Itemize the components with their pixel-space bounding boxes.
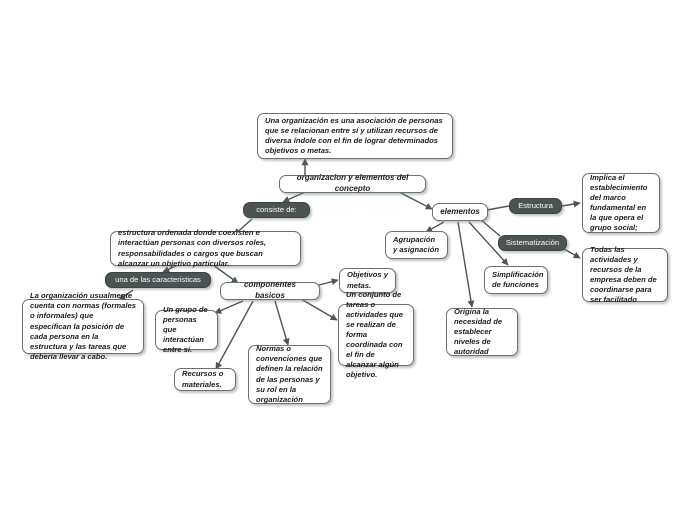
node-una-de-las-caracteristicas[interactable]	[105, 272, 211, 288]
node-conjunto-tareas[interactable]	[338, 289, 414, 380]
edge-sistematizacion-todas	[564, 249, 580, 258]
node-estructura[interactable]	[509, 198, 562, 214]
node-estructura-label: Estructura	[518, 201, 553, 211]
node-estructura-ordenada-label: estructura ordenada donde coexisten e interactúan personas con diversos roles, responsabilidades o cargos que buscan alcanzar un objetivo particular.	[118, 228, 267, 268]
edge-elementos-sistematizacion	[480, 219, 500, 236]
node-la-organizacion-normas-label: La organización usualmente cuenta con normas (formales o informales) que especifican la posición de cada persona en la estructura y las tareas que debería llevar a cabo.	[30, 291, 136, 361]
node-simplificacion-funciones-label: Simplificación de funciones	[492, 269, 544, 289]
node-grupo-personas[interactable]	[155, 304, 218, 355]
node-elementos[interactable]	[432, 203, 488, 221]
node-todas-actividades[interactable]	[582, 244, 668, 305]
node-consiste-de[interactable]	[243, 202, 310, 218]
node-recursos-materiales[interactable]	[174, 368, 236, 391]
node-root[interactable]	[279, 175, 426, 193]
node-implica-marco[interactable]	[582, 173, 660, 233]
edge-componentes-grupopersonas	[215, 301, 243, 313]
node-definicion-label: Una organización es una asociación de personas que se relacionan entre sí y utilizan recursos de diversa índole con el fin de lograr determinados objetivos o metas.	[265, 115, 443, 156]
edge-componentes-normas	[275, 301, 288, 345]
node-root-label: organizacion y elementos del concepto	[296, 173, 409, 193]
node-origina-necesidad[interactable]	[446, 308, 518, 356]
node-sistematizacion[interactable]	[498, 235, 567, 251]
node-la-organizacion-normas[interactable]	[22, 291, 144, 361]
node-objetivos-metas-label: Objetivos y metas.	[347, 270, 388, 290]
node-agrupacion-asignacion[interactable]	[385, 231, 448, 259]
node-conjunto-tareas-label: Un conjunto de tareas o actividades que se realizan de forma coordinada con el fin de alcanzar algún objetivo.	[346, 289, 403, 380]
node-recursos-materiales-label: Recursos o materiales.	[182, 369, 224, 389]
edge-elementos-estructura	[487, 206, 509, 210]
edge-estructura-implica	[562, 203, 580, 206]
node-normas-convenciones[interactable]	[248, 345, 331, 404]
node-origina-necesidad-label: Origina la necesidad de establecer niveles de autoridad	[454, 306, 503, 357]
node-simplificacion-funciones[interactable]	[484, 266, 548, 294]
node-elementos-label: elementos	[440, 206, 480, 216]
node-agrupacion-asignacion-label: Agrupación y asignación	[393, 234, 440, 254]
node-grupo-personas-label: Un grupo de personas que interactúan entre sí.	[163, 304, 208, 355]
node-definicion[interactable]	[257, 113, 453, 159]
edge-root-elementos	[399, 192, 432, 209]
node-todas-actividades-label: Todas las actividades y recursos de la empresa deben de coordinarse para ser facilitado	[590, 244, 657, 305]
node-implica-marco-label: Implica el establecimiento del marco fundamental en la que opera el grupo social;	[590, 172, 648, 233]
node-sistematizacion-label: Sistematización	[505, 238, 560, 248]
node-componentes-basicos[interactable]	[220, 282, 320, 300]
node-consiste-de-label: consiste de:	[256, 205, 297, 215]
edge-elementos-origina	[458, 222, 472, 307]
edge-componentes-conjuntotareas	[301, 299, 337, 320]
node-estructura-ordenada[interactable]	[110, 228, 301, 268]
node-normas-convenciones-label: Normas o convenciones que definen la relación de las personas y su rol en la organización	[256, 344, 323, 404]
node-componentes-basicos-label: componentes basicos	[243, 280, 296, 300]
node-una-de-las-caracteristicas-label: una de las caracteristicas	[115, 275, 201, 285]
